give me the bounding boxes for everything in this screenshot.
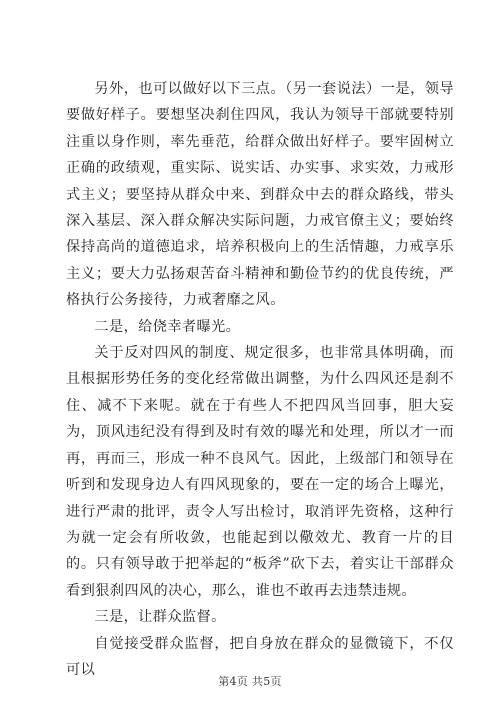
paragraph-leadership-example: 另外，也可以做好以下三点。（另一套说法）一是，领导要做好样子。要想坚决刹住四风，我认为领导干部就要特别注重以身作则，率先垂范，给群众做出好样子。要牢固树立正确的政绩观，重实际、说实话、办实事、求实效，力戒形式主义；要坚持从群众中来、到群众中去的群众路线，带头深入基层、深入群众解决实际问题，力戒官僚主义；要始终保持高尚的道德追求，培养积极向上的生活情趣，力戒享乐主义；要大力弘扬艰苦奋斗精神和勤俭节约的优良传统，严格执行公务接待，力戒奢靡之风。 — [66, 81, 454, 309]
paragraph-supervision-body: 自觉接受群众监督，把自身放在群众的显微镜下，不仅可以 — [66, 635, 454, 678]
document-body — [66, 76, 454, 683]
paragraph-exposure-body: 关于反对四风的制度、规定很多，也非常具体明确，而且根据形势任务的变化经常做出调整，为什么四风还是刹不住、减不下来呢。就在于有些人不把四风当回事，胆大妄为，顶风违纪没有得到及时有效的曝光和处理，所以才一而再，再而三，形成一种不良风气。因此，上级部门和领导在听到和发现身边人有四风现象的，要在一定的场合上曝光，进行严肃的批评，责令人写出检讨，取消评先资格，这种行为就一定会有所收敛，也能起到以儆效尤、教育一片的目的。只有领导敢于把举起的“板斧”砍下去，着实让干部群众看到狠刹四风的决心，那么，谁也不敢再去违禁违规。 — [66, 345, 454, 599]
page-footer: 第4页 共5页 — [218, 675, 282, 688]
paragraph-supervision-heading: 三是，让群众监督。 — [94, 609, 226, 626]
paragraph-exposure-heading: 二是，给侥幸者曝光。 — [94, 318, 241, 335]
